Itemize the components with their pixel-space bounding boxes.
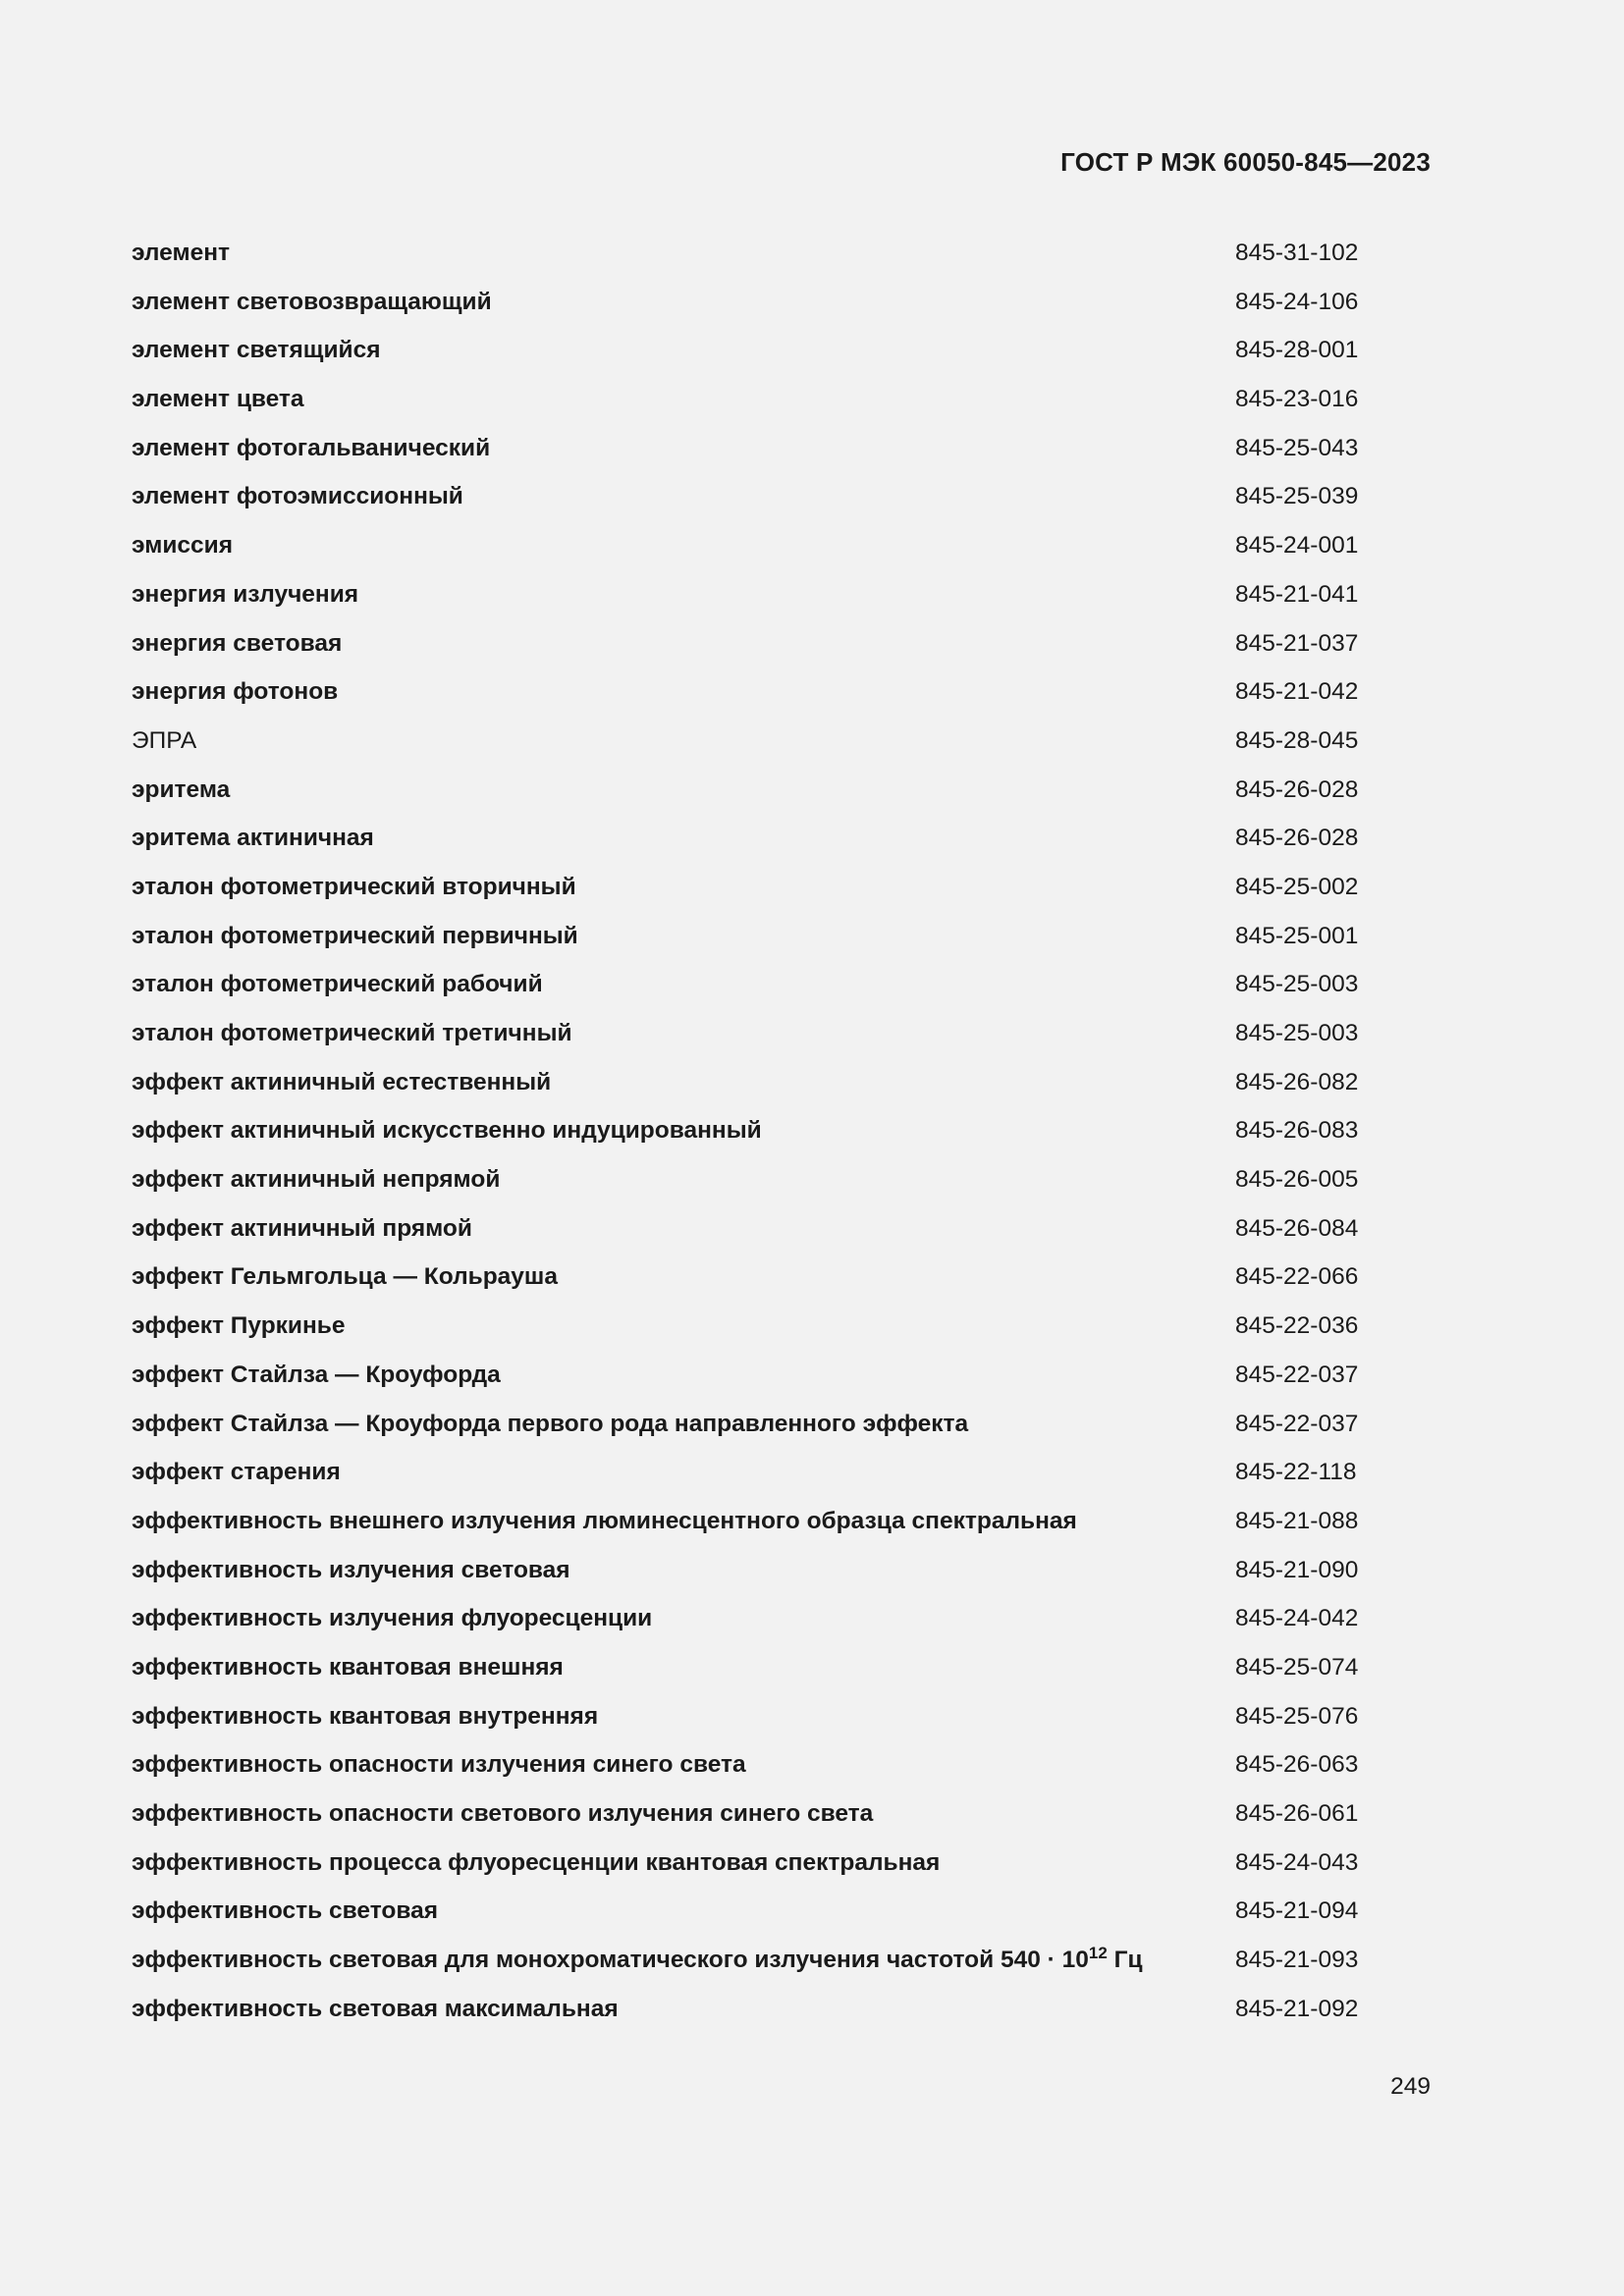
index-code: 845-23-016 bbox=[1235, 386, 1359, 413]
index-code: 845-25-043 bbox=[1235, 434, 1359, 461]
index-term-unit: Гц bbox=[1107, 1947, 1143, 1974]
index-term: элемент bbox=[132, 240, 231, 266]
index-entry bbox=[132, 378, 1408, 427]
index-term: элемент фотогальванический bbox=[132, 434, 491, 461]
index-term: эффект Гельмгольца — Кольрауша bbox=[132, 1263, 558, 1291]
index-code: 845-26-005 bbox=[1235, 1166, 1359, 1194]
index-code: 845-21-093 bbox=[1235, 1947, 1359, 1974]
index-entry bbox=[132, 475, 1408, 524]
index-term: эталон фотометрический рабочий bbox=[132, 971, 543, 998]
index-code: 845-25-002 bbox=[1235, 873, 1359, 900]
index-entry bbox=[132, 1207, 1408, 1256]
index-code: 845-26-061 bbox=[1235, 1800, 1359, 1827]
index-code: 845-24-043 bbox=[1235, 1848, 1359, 1876]
index-code: 845-22-037 bbox=[1235, 1361, 1359, 1388]
index-entry bbox=[132, 866, 1408, 915]
index-entry bbox=[132, 1549, 1408, 1598]
index-entry bbox=[132, 963, 1408, 1012]
index-code: 845-22-066 bbox=[1235, 1263, 1359, 1291]
index-term: эффективность опасности излучения синего света bbox=[132, 1751, 746, 1779]
index-term: эффективность квантовая внутренняя bbox=[132, 1702, 599, 1730]
index-entry bbox=[132, 1109, 1408, 1158]
index-code: 845-22-118 bbox=[1235, 1459, 1357, 1486]
document-header: ГОСТ Р МЭК 60050-845—2023 bbox=[1060, 147, 1431, 177]
index-term: ЭПРА bbox=[132, 726, 197, 754]
index-entry bbox=[132, 817, 1408, 866]
index-code: 845-21-042 bbox=[1235, 678, 1359, 706]
index-code: 845-25-039 bbox=[1235, 483, 1359, 510]
index-entry bbox=[132, 622, 1408, 671]
index-term: эффект актиничный искусственно индуцированный bbox=[132, 1117, 762, 1145]
index-code: 845-26-084 bbox=[1235, 1214, 1359, 1242]
index-entry bbox=[132, 1988, 1408, 2037]
index-term: энергия световая bbox=[132, 629, 343, 657]
index-term: эталон фотометрический вторичный bbox=[132, 873, 576, 900]
index-term: энергия излучения bbox=[132, 580, 359, 608]
index-entry bbox=[132, 1646, 1408, 1695]
index-entry bbox=[132, 720, 1408, 769]
index-term: эффект актиничный непрямой bbox=[132, 1166, 501, 1194]
index-code: 845-26-028 bbox=[1235, 825, 1359, 852]
index-code: 845-21-090 bbox=[1235, 1556, 1359, 1583]
index-code: 845-21-092 bbox=[1235, 1995, 1359, 2022]
index-code: 845-22-037 bbox=[1235, 1410, 1359, 1437]
index-entry bbox=[132, 1305, 1408, 1354]
index-code: 845-26-063 bbox=[1235, 1751, 1359, 1779]
index-entry bbox=[132, 1597, 1408, 1646]
index-code: 845-25-076 bbox=[1235, 1702, 1359, 1730]
index-code: 845-24-106 bbox=[1235, 288, 1359, 315]
index-entry bbox=[132, 1255, 1408, 1305]
index-entry bbox=[132, 915, 1408, 964]
index-code: 845-25-003 bbox=[1235, 1020, 1359, 1046]
index-code: 845-31-102 bbox=[1235, 240, 1359, 266]
index-entry bbox=[132, 1012, 1408, 1061]
index-entry bbox=[132, 1743, 1408, 1792]
index-entry bbox=[132, 573, 1408, 622]
index-entry bbox=[132, 1842, 1408, 1891]
index-entry bbox=[132, 670, 1408, 720]
index-term: эффект актиничный прямой bbox=[132, 1214, 472, 1242]
index-entry bbox=[132, 1695, 1408, 1744]
page-number: 249 bbox=[1390, 2073, 1431, 2100]
index-code: 845-21-037 bbox=[1235, 629, 1359, 657]
index-entry bbox=[132, 1354, 1408, 1403]
index-term: эмиссия bbox=[132, 532, 234, 560]
index-term: эритема актиничная bbox=[132, 825, 374, 852]
index-term: элемент цвета bbox=[132, 386, 304, 413]
index-term: эффективность излучения флуоресценции bbox=[132, 1605, 653, 1632]
index-code: 845-21-088 bbox=[1235, 1507, 1359, 1534]
index-term: эффект актиничный естественный bbox=[132, 1068, 552, 1095]
index-entry bbox=[132, 281, 1408, 330]
index-term-text: эффективность световая для монохроматического излучения частотой 540 · 10 bbox=[132, 1947, 1089, 1974]
index-code: 845-25-001 bbox=[1235, 922, 1359, 949]
index-code: 845-25-074 bbox=[1235, 1653, 1359, 1681]
index-code: 845-21-041 bbox=[1235, 580, 1359, 608]
term-index-list bbox=[132, 232, 1408, 2036]
index-term: эталон фотометрический третичный bbox=[132, 1020, 572, 1046]
index-entry bbox=[132, 1158, 1408, 1207]
index-term: эффективность световая максимальная bbox=[132, 1995, 619, 2022]
index-entry bbox=[132, 1939, 1408, 1988]
index-entry bbox=[132, 1890, 1408, 1939]
index-term: эталон фотометрический первичный bbox=[132, 922, 578, 949]
index-term: эффективность опасности светового излучения синего света bbox=[132, 1800, 874, 1827]
index-code: 845-22-036 bbox=[1235, 1312, 1359, 1340]
index-term-exponent: 12 bbox=[1088, 1944, 1108, 1963]
index-entry bbox=[132, 1061, 1408, 1110]
index-entry bbox=[132, 232, 1408, 281]
index-entry bbox=[132, 1792, 1408, 1842]
index-term: эффективность процесса флуоресценции квантовая спектральная bbox=[132, 1848, 941, 1876]
index-term: эффективность световая bbox=[132, 1897, 438, 1925]
index-code: 845-25-003 bbox=[1235, 971, 1359, 998]
index-entry bbox=[132, 427, 1408, 476]
index-code: 845-28-001 bbox=[1235, 337, 1359, 364]
index-term: эффект Стайлза — Кроуфорда первого рода направленного эффекта bbox=[132, 1410, 969, 1437]
index-term: элемент светящийся bbox=[132, 337, 381, 364]
index-entry bbox=[132, 329, 1408, 378]
index-entry bbox=[132, 1403, 1408, 1452]
index-term: эффект старения bbox=[132, 1459, 341, 1486]
index-entry bbox=[132, 1500, 1408, 1549]
index-code: 845-26-028 bbox=[1235, 775, 1359, 803]
index-code: 845-24-042 bbox=[1235, 1605, 1359, 1632]
index-term: эффект Стайлза — Кроуфорда bbox=[132, 1361, 501, 1388]
index-term: эффективность излучения световая bbox=[132, 1556, 570, 1583]
index-entry bbox=[132, 1451, 1408, 1500]
index-code: 845-26-082 bbox=[1235, 1068, 1359, 1095]
index-code: 845-28-045 bbox=[1235, 726, 1359, 754]
index-term: элемент световозвращающий bbox=[132, 288, 492, 315]
index-term: эритема bbox=[132, 775, 231, 803]
index-term: эффективность внешнего излучения люминесцентного образца спектральная bbox=[132, 1507, 1077, 1534]
index-code: 845-21-094 bbox=[1235, 1897, 1359, 1925]
index-entry bbox=[132, 769, 1408, 818]
index-term bbox=[132, 1944, 1143, 1974]
index-term: энергия фотонов bbox=[132, 678, 339, 706]
index-term: эффективность квантовая внешняя bbox=[132, 1653, 564, 1681]
index-term: эффект Пуркинье bbox=[132, 1312, 346, 1340]
index-term: элемент фотоэмиссионный bbox=[132, 483, 463, 510]
index-entry bbox=[132, 524, 1408, 573]
index-code: 845-26-083 bbox=[1235, 1117, 1359, 1145]
index-code: 845-24-001 bbox=[1235, 532, 1359, 560]
